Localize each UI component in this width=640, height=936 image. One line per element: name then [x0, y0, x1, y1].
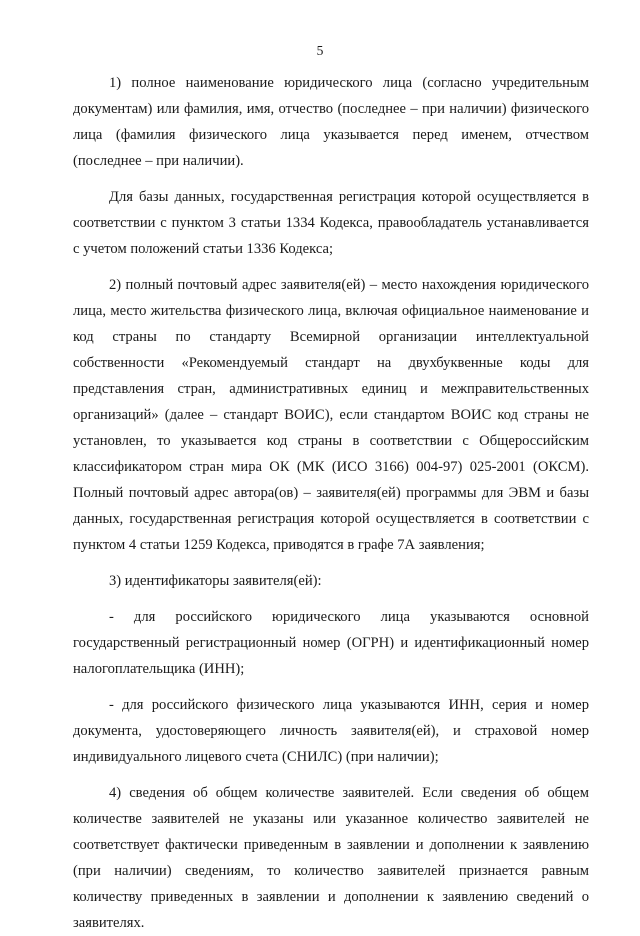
- paragraph-legal-entity-identifiers: - для российского юридического лица указываются основной государственный регистрационный номер (ОГРН) и идентификационный номер налогоплательщика (ИНН);: [73, 609, 589, 677]
- page-number: 5: [316, 43, 324, 58]
- paragraph-identifiers-heading: 3) идентификаторы заявителя(ей):: [109, 573, 322, 589]
- document-body: [73, 70, 589, 936]
- paragraph-applicant-name: 1) полное наименование юридического лица (согласно учредительным документам) или фамилия, имя, отчество (последнее – при наличии) физического лица (фамилия физического лица указывается перед именем, отчеством (последнее – при наличии).: [73, 75, 589, 169]
- paragraph-database-rightholder: Для базы данных, государственная регистрация которой осуществляется в соответствии с пунктом 3 статьи 1334 Кодекса, правообладатель устанавливается с учетом положений статьи 1336 Кодекса;: [73, 189, 589, 257]
- paragraph-applicant-count: 4) сведения об общем количестве заявителей. Если сведения об общем количестве заявителей не указаны или указанное количество заявителей не соответствует фактически приведенным в заявлении и дополнении к заявлению (при наличии) сведениям, то количество заявителей признается равным количеству приведенных в заявлении и дополнении к заявлению сведений о заявителях.: [73, 785, 589, 931]
- paragraph-individual-identifiers: - для российского физического лица указываются ИНН, серия и номер документа, удостоверяющего личность заявителя(ей), и страховой номер индивидуального лицевого счета (СНИЛС) (при наличии);: [73, 697, 589, 765]
- paragraph-postal-address: 2) полный почтовый адрес заявителя(ей) – место нахождения юридического лица, место жительства физического лица, включая официальное наименование и код страны по стандарту Всемирной организации интеллектуальной собственности «Рекомендуемый стандарт на двухбуквенные коды для представления стран, административных единиц и межправительственных организаций» (далее – стандарт ВОИС), если стандартом ВОИС код страны не установлен, то указывается код страны в соответствии с Общероссийским классификатором стран мира ОК (МК (ИСО 3166) 004-97) 025-2001 (ОКСМ). Полный почтовый адрес автора(ов) – заявителя(ей) программы для ЭВМ и базы данных, государственная регистрация которой осуществляется в соответствии с пунктом 4 статьи 1259 Кодекса, приводятся в графе 7А заявления;: [73, 277, 589, 553]
